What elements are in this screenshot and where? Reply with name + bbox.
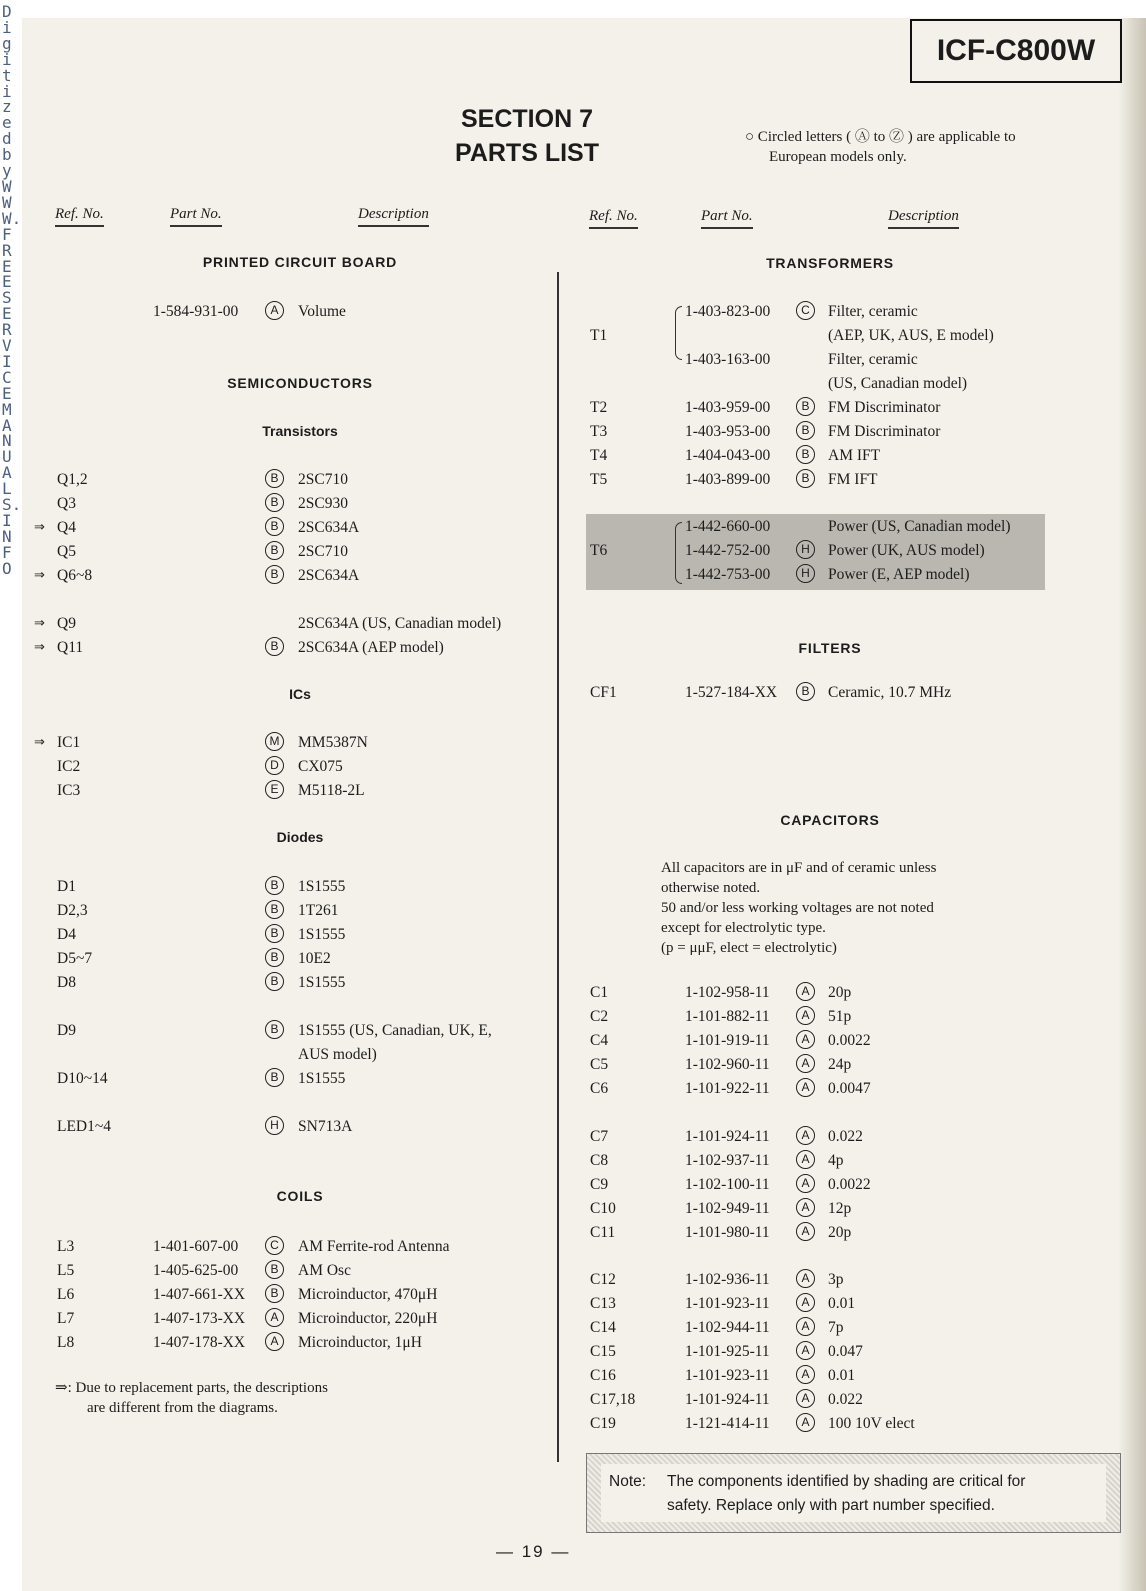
- capacitor-note: All capacitors are in μF and of ceramic unless otherwise noted. 50 and/or less working voltages are not noted except for electrolytic type. (p = μμF, elect = electrolytic): [661, 860, 937, 956]
- part-number: 1-403-953-00: [685, 423, 771, 440]
- ref-number: Q3: [57, 495, 76, 512]
- ref-number: C17,18: [590, 1391, 636, 1408]
- table-row: [0, 445, 1100, 467]
- part-description: CX075: [298, 758, 343, 775]
- table-row: [0, 349, 1100, 371]
- part-description: Filter, ceramic: [828, 303, 918, 320]
- header-ref-left: Ref. No.: [55, 206, 104, 227]
- part-number: 1-101-919-11: [685, 1032, 770, 1049]
- cat-transistors: Transistors: [262, 423, 338, 439]
- part-description: 20p: [828, 1224, 852, 1241]
- table-row: [0, 421, 1100, 443]
- circled-letter-icon: A: [796, 1126, 815, 1145]
- part-description: Ceramic, 10.7 MHz: [828, 684, 952, 701]
- page-edge: [1118, 18, 1146, 1591]
- cat-capacitors: CAPACITORS: [780, 812, 880, 828]
- part-description: AUS model): [298, 1046, 377, 1063]
- circled-letter-icon: B: [265, 972, 284, 991]
- part-description: 2SC710: [298, 471, 348, 488]
- ref-number: C9: [590, 1176, 609, 1193]
- cat-transformers: TRANSFORMERS: [766, 255, 894, 271]
- part-description: Microinductor, 470μH: [298, 1286, 438, 1303]
- circled-letter-icon: B: [265, 637, 284, 656]
- table-row: [0, 1174, 1100, 1196]
- part-description: 100 10V elect: [828, 1415, 915, 1432]
- header-desc-left: Description: [358, 206, 429, 227]
- circled-letter-icon: B: [265, 1260, 284, 1279]
- circled-letter-icon: C: [265, 1236, 284, 1255]
- table-row: [0, 1126, 1100, 1148]
- part-number: 1-442-752-00: [685, 542, 771, 559]
- part-number: 1-403-823-00: [685, 303, 771, 320]
- circled-letter-icon: A: [796, 1341, 815, 1360]
- table-row: [0, 682, 1100, 704]
- circled-letter-icon: B: [796, 445, 815, 464]
- part-description: 2SC930: [298, 495, 348, 512]
- circled-letter-icon: A: [796, 1365, 815, 1384]
- replacement-arrow-icon: ⇒: [34, 568, 45, 583]
- table-row: [0, 1222, 1100, 1244]
- ref-number: IC1: [57, 734, 81, 751]
- part-description: 10E2: [298, 950, 331, 967]
- table-row: [0, 493, 557, 515]
- ref-number: C1: [590, 984, 609, 1001]
- part-description: AM Ferrite-rod Antenna: [298, 1238, 450, 1255]
- table-row: [0, 516, 1100, 538]
- ref-number: T4: [590, 447, 608, 464]
- part-number: 1-101-980-11: [685, 1224, 770, 1241]
- table-row: [0, 756, 557, 778]
- circled-letter-icon: B: [796, 682, 815, 701]
- replacement-arrow-icon: ⇒: [34, 735, 45, 750]
- circled-letter-icon: A: [265, 1308, 284, 1327]
- part-description: Filter, ceramic: [828, 351, 918, 368]
- ref-number: T3: [590, 423, 608, 440]
- table-row: [0, 1006, 1100, 1028]
- safety-note-box: [586, 1453, 1121, 1533]
- circled-letter-icon: C: [796, 301, 815, 320]
- cat-pcb: PRINTED CIRCUIT BOARD: [202, 254, 398, 270]
- ref-number: D9: [57, 1022, 76, 1039]
- ref-number: Q9: [57, 615, 76, 632]
- ref-number: C4: [590, 1032, 609, 1049]
- part-description: 0.0022: [828, 1032, 871, 1049]
- circled-letter-icon: B: [796, 469, 815, 488]
- watermark-text: Digitized by WWW.FREESERVICEMANUALS.INFO: [2, 2, 22, 578]
- ref-number: C16: [590, 1367, 616, 1384]
- ref-number: C5: [590, 1056, 609, 1073]
- part-number: 1-102-936-11: [685, 1271, 770, 1288]
- circled-letter-icon: B: [796, 421, 815, 440]
- part-number: 1-101-924-11: [685, 1128, 770, 1145]
- part-description: 1S1555: [298, 878, 346, 895]
- part-number: 1-101-925-11: [685, 1343, 770, 1360]
- header-part-right: Part No.: [701, 208, 753, 229]
- circled-letter-icon: B: [265, 924, 284, 943]
- ref-number: D10~14: [57, 1070, 108, 1087]
- replacement-arrow-icon: ⇒: [34, 640, 45, 655]
- part-description: 0.0022: [828, 1176, 871, 1193]
- part-description: Power (UK, AUS model): [828, 542, 985, 559]
- part-number: 1-102-944-11: [685, 1319, 770, 1336]
- circled-letter-icon: A: [796, 982, 815, 1001]
- part-description: 0.01: [828, 1367, 856, 1384]
- circled-letter-icon: A: [796, 1174, 815, 1193]
- part-description: 2SC710: [298, 543, 348, 560]
- ref-number: T1: [590, 327, 608, 344]
- table-row: [0, 469, 1100, 491]
- part-description: Power (US, Canadian model): [828, 518, 1011, 535]
- circled-letter-icon: A: [796, 1389, 815, 1408]
- part-description: 51p: [828, 1008, 852, 1025]
- part-number: 1-527-184-XX: [685, 684, 778, 701]
- ref-number: C13: [590, 1295, 616, 1312]
- ref-number: C11: [590, 1224, 616, 1241]
- table-row: [0, 1293, 1100, 1315]
- ref-number: L6: [57, 1286, 75, 1303]
- cat-semiconductors: SEMICONDUCTORS: [227, 375, 373, 391]
- ref-number: C7: [590, 1128, 609, 1145]
- part-description: 7p: [828, 1319, 844, 1336]
- table-row: [0, 540, 1100, 562]
- ref-number: Q4: [57, 519, 76, 536]
- ref-number: C10: [590, 1200, 616, 1217]
- ref-number: T5: [590, 471, 608, 488]
- safety-note-label: Note:: [609, 1473, 647, 1490]
- circled-letter-icon: H: [265, 1116, 284, 1135]
- circled-letter-icon: H: [796, 564, 815, 583]
- model-box: ICF-C800W: [910, 19, 1122, 83]
- part-description: 2SC634A (AEP model): [298, 639, 444, 656]
- table-row: [0, 876, 557, 898]
- ref-number: LED1~4: [57, 1118, 112, 1135]
- circled-letter-icon: A: [796, 1269, 815, 1288]
- part-description: FM Discriminator: [828, 423, 941, 440]
- table-row: [0, 780, 557, 802]
- ref-number: L3: [57, 1238, 75, 1255]
- page-title: PARTS LIST: [455, 139, 599, 167]
- ref-number: Q1,2: [57, 471, 88, 488]
- circled-letter-icon: A: [796, 1006, 815, 1025]
- part-number: 1-102-949-11: [685, 1200, 770, 1217]
- table-row: [0, 948, 557, 970]
- part-description: 12p: [828, 1200, 852, 1217]
- table-row: [0, 1054, 1100, 1076]
- circled-letter-icon: A: [796, 1030, 815, 1049]
- ref-number: Q6~8: [57, 567, 93, 584]
- part-number: 1-407-173-XX: [153, 1310, 246, 1327]
- part-description: (US, Canadian model): [828, 375, 968, 392]
- circled-letters-note: ○ Circled letters ( Ⓐ to Ⓩ ) are applicable to European models only.: [745, 129, 1016, 165]
- part-description: AM Osc: [298, 1262, 351, 1279]
- circled-letter-icon: A: [796, 1413, 815, 1432]
- circled-letter-icon: B: [796, 397, 815, 416]
- table-row: [0, 564, 1100, 586]
- ref-number: CF1: [590, 684, 617, 701]
- part-number: 1-407-661-XX: [153, 1286, 246, 1303]
- safety-note-line2: safety. Replace only with part number specified.: [667, 1497, 995, 1514]
- ref-number: C2: [590, 1008, 609, 1025]
- part-number: 1-101-882-11: [685, 1008, 770, 1025]
- circled-letter-icon: B: [265, 493, 284, 512]
- part-description: 2SC634A: [298, 519, 360, 536]
- circled-letter-icon: A: [796, 1198, 815, 1217]
- circled-letter-icon: B: [265, 541, 284, 560]
- circled-letter-icon: M: [265, 732, 284, 751]
- table-row: [0, 637, 557, 659]
- header-part-left: Part No.: [170, 206, 222, 227]
- section-heading: SECTION 7: [461, 105, 593, 133]
- circled-letter-icon: A: [265, 1332, 284, 1351]
- part-description: 1S1555 (US, Canadian, UK, E,: [298, 1022, 492, 1039]
- part-description: Microinductor, 220μH: [298, 1310, 438, 1327]
- header-ref-right: Ref. No.: [589, 208, 638, 229]
- table-row: [0, 397, 1100, 419]
- part-description: (AEP, UK, AUS, E model): [828, 327, 994, 344]
- cat-coils: COILS: [276, 1188, 324, 1204]
- ref-number: D8: [57, 974, 76, 991]
- part-number: 1-404-043-00: [685, 447, 771, 464]
- part-number: 1-403-163-00: [685, 351, 771, 368]
- ref-number: D1: [57, 878, 76, 895]
- circled-letter-icon: A: [796, 1317, 815, 1336]
- part-number: 1-101-923-11: [685, 1367, 770, 1384]
- ref-number: IC3: [57, 782, 81, 799]
- circled-letter-icon: A: [796, 1078, 815, 1097]
- part-description: MM5387N: [298, 734, 368, 751]
- ref-number: C12: [590, 1271, 616, 1288]
- circled-letter-icon: B: [265, 1068, 284, 1087]
- ref-number: L8: [57, 1334, 75, 1351]
- replacement-arrow-icon: ⇒: [34, 520, 45, 535]
- table-row: [0, 1317, 1100, 1339]
- part-number: 1-102-960-11: [685, 1056, 770, 1073]
- circled-letter-icon: A: [796, 1054, 815, 1073]
- ref-number: T6: [590, 542, 608, 559]
- part-description: 1S1555: [298, 974, 346, 991]
- part-description: Power (E, AEP model): [828, 566, 970, 583]
- part-description: FM Discriminator: [828, 399, 941, 416]
- part-number: 1-102-958-11: [685, 984, 770, 1001]
- part-number: 1-101-923-11: [685, 1295, 770, 1312]
- circled-letter-icon: E: [265, 780, 284, 799]
- replacement-arrow-icon: ⇒: [34, 616, 45, 631]
- ref-number: Q11: [57, 639, 84, 656]
- circled-letter-icon: B: [265, 876, 284, 895]
- part-description: 0.022: [828, 1128, 863, 1145]
- part-description: 4p: [828, 1152, 844, 1169]
- ref-number: L7: [57, 1310, 75, 1327]
- cat-diodes: Diodes: [276, 829, 324, 845]
- circled-letter-icon: B: [265, 469, 284, 488]
- part-description: 0.01: [828, 1295, 856, 1312]
- table-row: [0, 1030, 1100, 1052]
- part-number: 1-101-924-11: [685, 1391, 770, 1408]
- part-number: 1-403-959-00: [685, 399, 771, 416]
- part-number: 1-442-660-00: [685, 518, 771, 535]
- part-description: FM IFT: [828, 471, 878, 488]
- table-row: [0, 900, 557, 922]
- ref-number: D4: [57, 926, 76, 943]
- part-description: 2SC634A (US, Canadian model): [298, 615, 502, 632]
- ref-number: D2,3: [57, 902, 88, 919]
- part-description: 1S1555: [298, 926, 346, 943]
- part-description: 2SC634A: [298, 567, 360, 584]
- cat-ics: ICs: [289, 686, 311, 702]
- table-row: [0, 982, 1100, 1004]
- part-description: 24p: [828, 1056, 852, 1073]
- part-description: Volume: [298, 303, 346, 320]
- table-row: [0, 1198, 1100, 1220]
- part-description: 0.0047: [828, 1080, 871, 1097]
- circled-letter-icon: B: [265, 1284, 284, 1303]
- part-description: 1T261: [298, 902, 339, 919]
- ref-number: C6: [590, 1080, 609, 1097]
- ref-number: Q5: [57, 543, 76, 560]
- table-row: [0, 613, 557, 635]
- ref-number: C14: [590, 1319, 616, 1336]
- part-description: 0.022: [828, 1391, 863, 1408]
- circled-letter-icon: A: [796, 1293, 815, 1312]
- part-number: 1-121-414-11: [685, 1415, 770, 1432]
- ref-number: L5: [57, 1262, 75, 1279]
- ref-number: IC2: [57, 758, 81, 775]
- circled-letter-icon: H: [796, 540, 815, 559]
- circled-letter-icon: A: [796, 1222, 815, 1241]
- part-number: 1-401-607-00: [153, 1238, 239, 1255]
- circled-letter-icon: A: [796, 1150, 815, 1169]
- table-row: [0, 373, 1100, 395]
- circled-letter-icon: B: [265, 948, 284, 967]
- table-row: [0, 924, 557, 946]
- table-row: [0, 1269, 1100, 1291]
- part-description: AM IFT: [828, 447, 881, 464]
- part-description: 20p: [828, 984, 852, 1001]
- part-number: 1-405-625-00: [153, 1262, 239, 1279]
- part-number: 1-442-753-00: [685, 566, 771, 583]
- part-description: M5118-2L: [298, 782, 365, 799]
- ref-number: C15: [590, 1343, 616, 1360]
- circled-letter-icon: B: [265, 565, 284, 584]
- part-number: 1-101-922-11: [685, 1080, 770, 1097]
- replacement-footnote: ⇒: Due to replacement parts, the descriptions are different from the diagrams.: [55, 1380, 328, 1416]
- circled-letter-icon: D: [265, 756, 284, 775]
- part-number: 1-102-100-11: [685, 1176, 770, 1193]
- part-description: Microinductor, 1μH: [298, 1334, 422, 1351]
- part-description: SN713A: [298, 1118, 353, 1135]
- circled-letter-icon: A: [265, 301, 284, 320]
- circled-letter-icon: B: [265, 900, 284, 919]
- ref-number: D5~7: [57, 950, 93, 967]
- safety-note-line1: The components identified by shading are critical for: [667, 1473, 1026, 1490]
- part-number: 1-403-899-00: [685, 471, 771, 488]
- cat-filters: FILTERS: [798, 640, 862, 656]
- part-description: 1S1555: [298, 1070, 346, 1087]
- circled-letter-icon: B: [265, 517, 284, 536]
- part-number: 1-407-178-XX: [153, 1334, 246, 1351]
- circled-letter-icon: B: [265, 1020, 284, 1039]
- ref-number: C19: [590, 1415, 616, 1432]
- table-row: [0, 732, 557, 754]
- ref-number: T2: [590, 399, 608, 416]
- table-row: [0, 1341, 1100, 1363]
- part-description: 0.047: [828, 1343, 863, 1360]
- ref-number: C8: [590, 1152, 609, 1169]
- page-number: — 19 —: [496, 1542, 571, 1561]
- table-row: [0, 301, 1100, 323]
- part-description: 3p: [828, 1271, 844, 1288]
- table-row: [0, 1150, 1100, 1172]
- table-row: [0, 325, 1100, 347]
- table-row: [0, 1078, 1100, 1100]
- header-desc-right: Description: [888, 208, 959, 229]
- part-number: 1-584-931-00: [153, 303, 239, 320]
- part-number: 1-102-937-11: [685, 1152, 770, 1169]
